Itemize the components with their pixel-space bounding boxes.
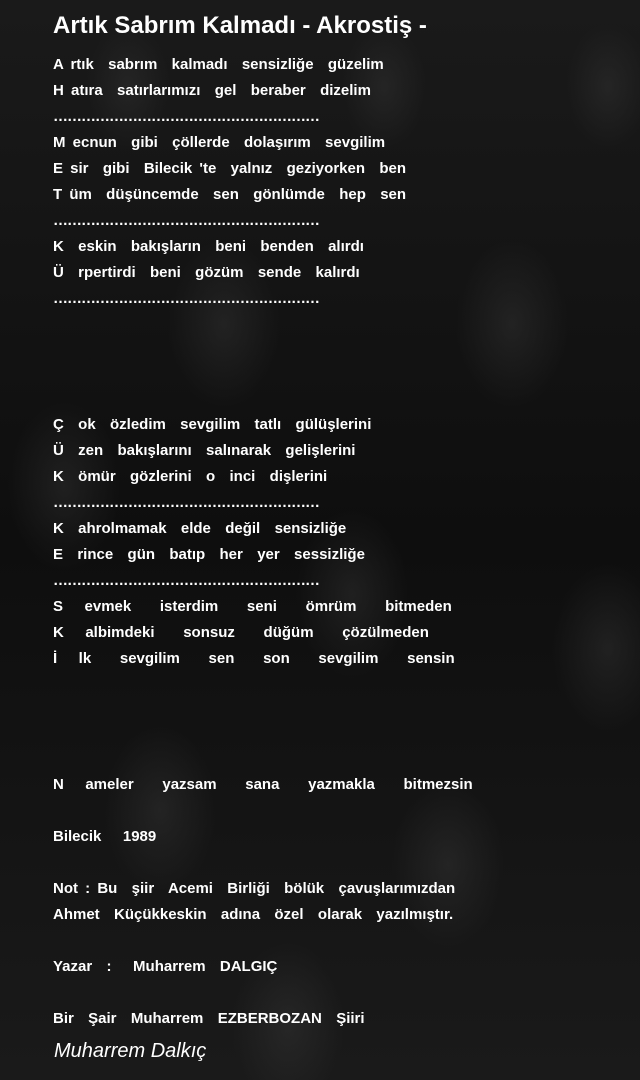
poem-line: T üm düşüncemde sen gönlümde hep sen: [53, 186, 407, 203]
separator-dots: …………………………………………………: [53, 494, 319, 511]
poem-line: H atıra satırlarımızı gel beraber dizelim: [53, 82, 371, 99]
poem-note: Ahmet Küçükkeskin adına özel olarak yazılmıştır.: [53, 906, 454, 923]
poem-note: Not : Bu şiir Acemi Birliği bölük çavuşlarımızdan: [53, 880, 456, 897]
author-signature: Muharrem Dalkıç: [54, 1040, 207, 1062]
poem-author-line: Yazar : Muharrem DALGIÇ: [53, 958, 278, 975]
poem-line: E rince gün batıp her yer sessizliğe: [53, 546, 365, 563]
poem-line: M ecnun gibi çöllerde dolaşırım sevgilim: [53, 134, 386, 151]
separator-dots: …………………………………………………: [53, 572, 319, 589]
separator-dots: …………………………………………………: [53, 212, 319, 229]
poem-line: K eskin bakışların beni benden alırdı: [53, 238, 364, 255]
poem-line: E sir gibi Bilecik 'te yalnız geziyorken ben: [53, 160, 406, 177]
poem-credit-line: Bir Şair Muharrem EZBERBOZAN Şiiri: [53, 1010, 365, 1027]
poem-line: K ahrolmamak elde değil sensizliğe: [53, 520, 347, 537]
poem-line: A rtık sabrım kalmadı sensizliğe güzelim: [53, 56, 384, 73]
place-date: Bilecik 1989: [53, 828, 157, 845]
poem-line: Ç ok özledim sevgilim tatlı gülüşlerini: [53, 416, 372, 433]
poem-line: K albimdeki sonsuz düğüm çözülmeden: [53, 624, 429, 641]
poem-line: N ameler yazsam sana yazmakla bitmezsin: [53, 776, 473, 793]
poem-line: Ü rpertirdi beni gözüm sende kalırdı: [53, 264, 360, 281]
separator-dots: …………………………………………………: [53, 108, 319, 125]
poem-title: Artık Sabrım Kalmadı - Akrostiş -: [53, 12, 427, 39]
poem-line: K ömür gözlerini o inci dişlerini: [53, 468, 328, 485]
poem-line: S evmek isterdim seni ömrüm bitmeden: [53, 598, 452, 615]
poem-line: İ lk sevgilim sen son sevgilim sensin: [53, 650, 455, 667]
poem-line: Ü zen bakışlarını salınarak gelişlerini: [53, 442, 356, 459]
separator-dots: …………………………………………………: [53, 290, 319, 307]
